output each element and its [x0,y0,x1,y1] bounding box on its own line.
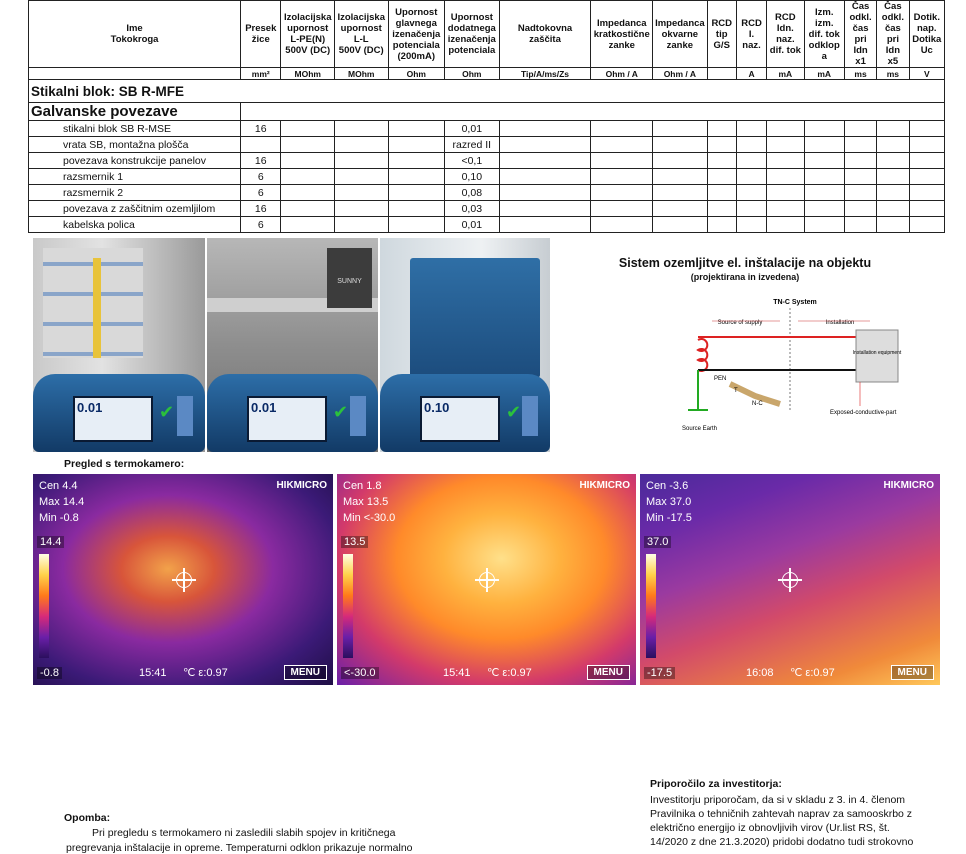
header-cell: RCD I. naz. [736,1,766,68]
min-readout: Min -0.8 [39,512,79,524]
empty-cell [877,185,909,201]
cross-section-cell: 16 [241,201,281,217]
empty-cell [767,169,804,185]
emissivity-readout: ℃ ε:0.97 [487,667,532,679]
bonding-resistance-cell: 0,01 [445,121,500,137]
empty-cell [736,153,766,169]
empty-cell [388,153,445,169]
empty-cell [499,185,591,201]
empty-cell [736,169,766,185]
bonding-resistance-cell: <0,1 [445,153,500,169]
empty-cell [388,121,445,137]
thermal-image [33,474,333,685]
test-meter [207,374,378,452]
check-icon: ✔ [506,402,522,422]
exposed-part-label: Exposed-conductive-part [830,410,897,416]
empty-cell [844,169,876,185]
empty-cell [909,217,944,233]
unit-cell: MOhm [334,68,388,80]
empty-cell [499,137,591,153]
priporocilo-line: Pravilnika o tehničnih zahtevah naprav za samooskrbo z [650,808,913,820]
hikmicro-logo: HIKMICRO [579,480,630,491]
empty-cell [877,217,909,233]
bonding-resistance-cell: 0,08 [445,185,500,201]
empty-cell [844,137,876,153]
empty-cell [499,201,591,217]
menu-button[interactable]: MENU [891,665,934,680]
empty-cell [877,169,909,185]
hikmicro-logo: HIKMICRO [276,480,327,491]
header-cell: Presek žice [241,1,281,68]
empty-cell [877,153,909,169]
emissivity-readout: ℃ ε:0.97 [790,667,835,679]
empty-cell [767,121,804,137]
cen-readout: Cen -3.6 [646,480,689,492]
empty-cell [844,217,876,233]
empty-cell [388,137,445,153]
empty-cell [767,201,804,217]
empty-cell [388,217,445,233]
empty-cell [281,121,335,137]
circuit-name: povezava konstrukcije panelov [29,153,241,169]
header-cell: RCD Idn. naz. dif. tok [767,1,804,68]
group-title: Galvanske povezave [29,103,241,121]
empty-cell [334,201,388,217]
empty-cell [653,201,708,217]
inverter-brand: SUNNY [327,248,372,308]
nc-label: N-C [752,401,763,407]
empty-cell [707,169,736,185]
empty-cell [767,217,804,233]
unit-cell: mA [767,68,804,80]
max-readout: Max 14.4 [39,496,85,508]
empty-cell [767,153,804,169]
bonding-resistance-cell: 0,01 [445,217,500,233]
empty-cell [736,217,766,233]
unit-cell: Ohm / A [653,68,708,80]
priporocilo-title: Priporočilo za investitorja: [650,778,782,790]
header-cell: Impedanca okvarne zanke [653,1,708,68]
emissivity-readout: ℃ ε:0.97 [183,667,228,679]
empty-cell [334,217,388,233]
empty-cell [707,153,736,169]
priporocilo-line: 14/2020 z dne 21.3.2020) pridobi dodatno tudi strokovno [650,836,914,848]
empty-cell [767,137,804,153]
thermo-heading: Pregled s termokamero: [64,458,185,470]
empty-cell [499,121,591,137]
empty-cell [591,201,653,217]
empty-cell [804,169,844,185]
circuit-name: vrata SB, montažna plošča [29,137,241,153]
empty-cell [388,185,445,201]
empty-cell [804,185,844,201]
unit-cell: Ohm [445,68,500,80]
empty-cell [334,137,388,153]
thermal-image [337,474,636,685]
unit-cell: Tip/A/ms/Zs [499,68,591,80]
source-supply-label: Source of supply [717,320,763,326]
header-cell: Izm. izm. dif. tok odklop a [804,1,844,68]
diagram-subtitle: (projektirana in izvedena) [690,272,800,282]
empty-cell [736,121,766,137]
thermal-image [640,474,940,685]
test-meter [380,374,550,452]
empty-cell [767,185,804,201]
header-cell: RCD tip G/S [707,1,736,68]
empty-cell [653,121,708,137]
scale-max: 14.4 [37,536,64,548]
empty-cell [707,185,736,201]
empty-cell [388,169,445,185]
hikmicro-logo: HIKMICRO [883,480,934,491]
empty-cell [909,153,944,169]
unit-cell: Ohm [388,68,445,80]
group-row [29,103,945,121]
header-cell: Ime Tokokroga [29,1,241,68]
diagram-title: Sistem ozemljitve el. inštalacije na objektu [618,256,872,270]
scale-max: 37.0 [644,536,671,548]
priporocilo-line: električno energijo iz obnovljivih virov (Ur.list RS, št. [650,822,890,834]
empty-cell [591,185,653,201]
system-label: TN-C System [773,299,817,306]
crosshair-icon [782,572,798,588]
empty-cell [804,153,844,169]
circuit-name: razsmernik 1 [29,169,241,185]
cross-section-cell: 6 [241,169,281,185]
empty-cell [909,121,944,137]
empty-cell [388,201,445,217]
menu-button[interactable]: MENU [587,665,630,680]
scale-max: 13.5 [341,536,368,548]
empty-cell [653,185,708,201]
meter-screen: 0.01 [73,396,153,442]
empty-cell [877,121,909,137]
header-cell: Dotik. nap. Dotika Uc [909,1,944,68]
scale-min: <-30.0 [341,667,379,679]
section-title: Stikalni blok: SB R-MFE [29,80,945,103]
color-scale [646,554,656,658]
table-row [29,185,945,201]
photo-distribution-board [33,238,205,452]
cross-section-cell: 6 [241,217,281,233]
table-row [29,121,945,137]
empty-cell [877,137,909,153]
table-row [29,153,945,169]
empty-cell [804,201,844,217]
empty-cell [736,185,766,201]
bonding-resistance-cell: razred II [445,137,500,153]
empty-cell [844,153,876,169]
crosshair-icon [176,572,192,588]
empty-cell [281,153,335,169]
cen-readout: Cen 4.4 [39,480,78,492]
pen-label: PEN [714,376,727,382]
circuit-name: stikalni blok SB R-MSE [29,121,241,137]
header-cell: Upornost dodatnega izenačenja potenciala [445,1,500,68]
installation-label: Installation [825,320,855,326]
color-scale [39,554,49,658]
crosshair-icon [479,572,495,588]
empty-cell [736,137,766,153]
meter-screen: 0.10 [420,396,500,442]
scale-min: -17.5 [644,667,675,679]
empty-cell [707,121,736,137]
circuit-name: kabelska polica [29,217,241,233]
empty-cell [707,201,736,217]
meter-screen: 0.01 [247,396,327,442]
empty-cell [707,217,736,233]
circuit-name: razsmernik 2 [29,185,241,201]
time-readout: 16:08 [746,667,774,679]
empty-cell [804,217,844,233]
cen-readout: Cen 1.8 [343,480,382,492]
opomba-line: pregrevanja inštalacije in opreme. Temperaturni odklon prikazuje normalno [66,842,413,854]
table-row [29,137,945,153]
measurement-table [28,0,945,233]
cross-section-cell: 6 [241,185,281,201]
empty-cell [653,137,708,153]
units-row [29,68,945,80]
empty-cell [653,169,708,185]
tn-c-diagram [680,292,910,437]
empty-cell [591,153,653,169]
unit-cell: ms [877,68,909,80]
empty-cell [909,169,944,185]
unit-cell: V [909,68,944,80]
empty-cell [653,217,708,233]
empty-cell [334,121,388,137]
menu-button[interactable]: MENU [284,665,327,680]
header-cell: Upornost glavnega izenačenja potenciala (200mA) [388,1,445,68]
empty-cell [909,185,944,201]
empty-cell [334,169,388,185]
table-header-row [29,1,945,68]
unit-cell [707,68,736,80]
unit-cell [29,68,241,80]
bonding-resistance-cell: 0,03 [445,201,500,217]
test-meter [33,374,205,452]
empty-cell [281,217,335,233]
table-row [29,169,945,185]
empty-cell [736,201,766,217]
photo-inverter [380,238,550,452]
empty-cell [281,137,335,153]
opomba-line: Pri pregledu s termokamero ni zasledili slabih spojev in kritičnega [92,827,396,839]
empty-cell [844,185,876,201]
min-readout: Min <-30.0 [343,512,396,524]
max-readout: Max 37.0 [646,496,692,508]
header-cell: Čas odkl. čas pri Idn x5 [877,1,909,68]
circuit-name: povezava z zaščitnim ozemljilom [29,201,241,217]
scale-min: -0.8 [37,667,62,679]
empty-cell [281,185,335,201]
section-row [29,80,945,103]
empty-cell [281,169,335,185]
empty-cell [591,217,653,233]
unit-cell: MOhm [281,68,335,80]
header-cell: Izolacijska upornost L-PE(N) 500V (DC) [281,1,335,68]
empty-cell [844,201,876,217]
unit-cell: Ohm / A [591,68,653,80]
check-icon: ✔ [159,402,175,422]
header-cell: Impedanca kratkostične zanke [591,1,653,68]
empty-cell [499,153,591,169]
cross-section-cell [241,137,281,153]
source-earth-label: Source Earth [682,426,718,432]
empty-cell [334,153,388,169]
check-icon: ✔ [333,402,349,422]
unit-cell: A [736,68,766,80]
empty-cell [653,153,708,169]
min-readout: Min -17.5 [646,512,692,524]
empty-cell [844,121,876,137]
empty-cell [591,137,653,153]
empty-cell [877,201,909,217]
header-cell: Čas odkl. čas pri Idn x1 [844,1,876,68]
empty-cell [707,137,736,153]
header-cell: Nadtokovna zaščita [499,1,591,68]
header-cell: Izolacijska upornost L-L 500V (DC) [334,1,388,68]
t-label: T [734,388,738,394]
empty-cell [591,169,653,185]
opomba-title: Opomba: [64,812,111,824]
unit-cell: ms [844,68,876,80]
empty-cell [804,137,844,153]
priporocilo-line: Investitorju priporočam, da si v skladu z 3. in 4. členom [650,794,906,806]
empty-cell [334,185,388,201]
empty-cell [591,121,653,137]
empty-cell [909,137,944,153]
photo-cable-tray [207,238,378,452]
empty-cell [909,201,944,217]
table-row [29,217,945,233]
empty-cell [499,169,591,185]
empty-cell [804,121,844,137]
unit-cell: mm² [241,68,281,80]
empty-cell [499,217,591,233]
installation-equipment-label: Installation equipment [852,350,902,356]
cross-section-cell: 16 [241,153,281,169]
color-scale [343,554,353,658]
time-readout: 15:41 [443,667,471,679]
table-row [29,201,945,217]
cross-section-cell: 16 [241,121,281,137]
bonding-resistance-cell: 0,10 [445,169,500,185]
unit-cell: mA [804,68,844,80]
time-readout: 15:41 [139,667,167,679]
max-readout: Max 13.5 [343,496,389,508]
empty-cell [281,201,335,217]
